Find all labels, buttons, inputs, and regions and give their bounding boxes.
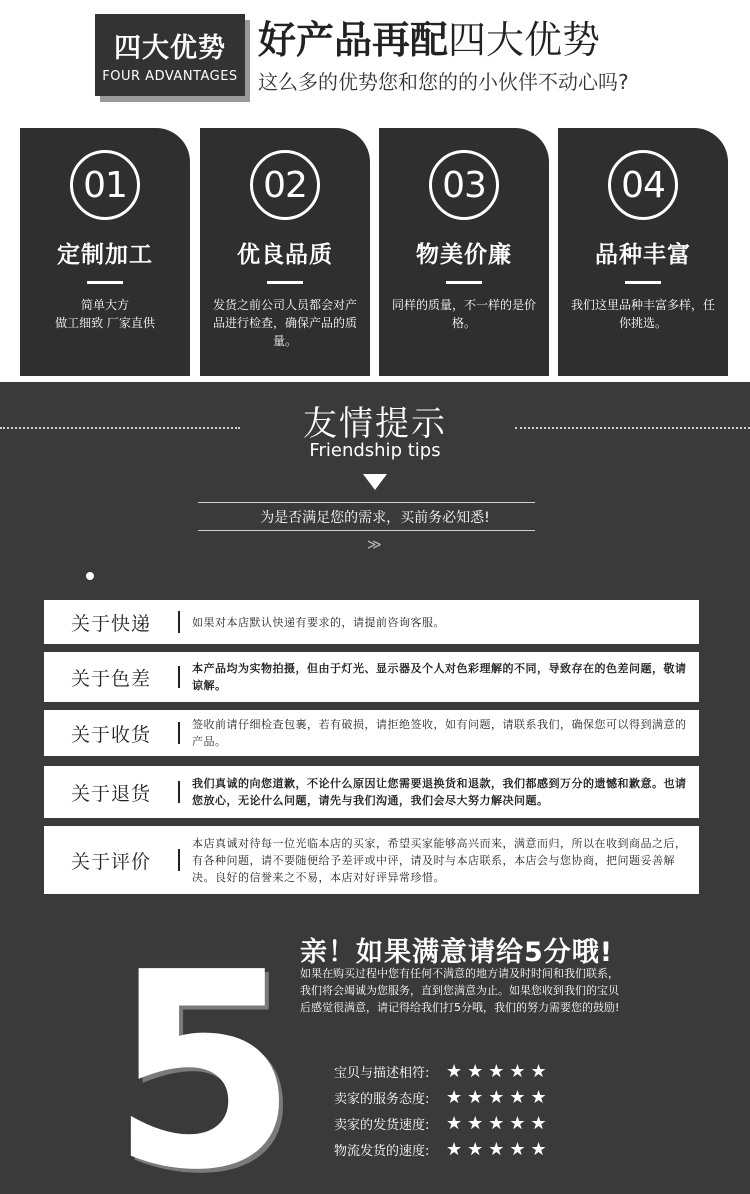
notice-text: 为是否满足您的需求，买前务必知悉! xyxy=(260,510,490,526)
rating-row-shipping-speed xyxy=(334,1110,594,1136)
rating-label: 物流发货的速度: xyxy=(334,1143,430,1159)
double-chevron-down-icon: ≫ xyxy=(367,537,382,553)
advantage-card-1 xyxy=(20,128,190,376)
advantages-badge xyxy=(95,14,245,96)
advantage-desc: 发货之前公司人员都会对产品进行检查，确保产品的质量。 xyxy=(212,298,357,348)
divider xyxy=(267,281,303,284)
note-row-return xyxy=(44,766,699,818)
star-rating-icon: ★★★★★ xyxy=(446,1060,552,1082)
advantage-number: 01 xyxy=(70,150,140,220)
triangle-down-icon xyxy=(363,474,387,490)
rating-row-service xyxy=(334,1084,594,1110)
note-text: 签收前请仔细检查包裹，若有破损，请拒绝签收，如有问题，请联系我们，确保您可以得到满意的产品。 xyxy=(192,718,687,748)
advantage-title: 物美价廉 xyxy=(416,242,512,268)
note-row-receiving xyxy=(44,710,699,756)
notice-rule-top xyxy=(198,502,535,503)
advantage-number: 04 xyxy=(608,150,678,220)
advantage-number: 02 xyxy=(250,150,320,220)
big-five-graphic: 5 xyxy=(110,914,298,1194)
headline-bold: 好产品再配 xyxy=(258,18,449,62)
rating-row-logistics xyxy=(334,1136,594,1162)
rating-label: 卖家的服务态度: xyxy=(334,1091,430,1107)
star-rating-icon: ★★★★★ xyxy=(446,1086,552,1108)
note-label: 关于评价 xyxy=(70,850,151,873)
advantage-desc: 同样的质量，不一样的是价格。 xyxy=(391,298,536,330)
advantage-card-3 xyxy=(379,128,549,376)
note-row-shipping xyxy=(44,600,699,644)
note-label: 关于退货 xyxy=(70,782,151,805)
tips-title-cn: 友情提示 xyxy=(303,404,447,444)
divider xyxy=(625,281,661,284)
note-label: 关于快递 xyxy=(70,612,151,635)
note-label: 关于色差 xyxy=(70,667,151,690)
headline-light: 四大优势 xyxy=(448,18,601,62)
tips-section xyxy=(0,382,750,1194)
divider xyxy=(87,281,123,284)
rating-body: 如果在购买过程中您有任何不满意的地方请及时时间和我们联系，我们将会竭诚为您服务，直到您满意为止。如果您收到我们的宝贝后感觉很满意，请记得给我们打5分哦，我们的努力需要您的鼓励! xyxy=(300,967,620,1014)
advantage-card-2 xyxy=(200,128,370,376)
advantage-desc: 简单大方 做工细致 厂家直供 xyxy=(55,298,155,330)
star-rating-icon: ★★★★★ xyxy=(446,1138,552,1160)
advantage-title: 定制加工 xyxy=(57,242,153,268)
note-text: 本店真诚对待每一位光临本店的买家，希望买家能够高兴而来，满意而归，所以在收到商品之后，有各种问题，请不要随便给予差评或中评，请及时与本店联系，本店会与您协商，把问题妥善解决。良好的信誉来之不易，本店对好评异常珍惜。 xyxy=(192,836,687,884)
tips-title-en: Friendship tips xyxy=(309,440,441,461)
note-text: 如果对本店默认快递有要求的，请提前咨询客服。 xyxy=(192,615,445,629)
headline-subline: 这么多的优势您和您的的小伙伴不动心吗? xyxy=(258,70,629,94)
rating-row-description xyxy=(334,1058,594,1084)
notice-rule-bottom xyxy=(198,530,535,531)
advantage-title: 优良品质 xyxy=(237,242,333,268)
rating-label: 卖家的发货速度: xyxy=(334,1117,430,1133)
note-text: 我们真诚的向您道歉，不论什么原因让您需要退换货和退款，我们都感到万分的遗憾和歉意。也请您放心，无论什么问题，请先与我们沟通，我们会尽大努力解决问题。 xyxy=(192,777,687,807)
note-row-review xyxy=(44,826,699,894)
advantages-section xyxy=(0,0,750,382)
headline xyxy=(258,18,600,62)
note-row-color xyxy=(44,652,699,702)
star-rating-icon: ★★★★★ xyxy=(446,1112,552,1134)
rating-cta: 亲！如果满意请给5分哦! xyxy=(300,937,614,968)
bullet-dot xyxy=(86,572,94,580)
rating-label: 宝贝与描述相符: xyxy=(334,1065,430,1081)
note-text: 本产品均为实物拍摄，但由于灯光、显示器及个人对色彩理解的不同，导致存在的色差问题，敬请谅解。 xyxy=(192,662,687,692)
divider xyxy=(446,281,482,284)
advantage-desc: 我们这里品种丰富多样，任你挑选。 xyxy=(570,298,715,330)
note-label: 关于收货 xyxy=(70,723,151,746)
badge-title-en: FOUR ADVANTAGES xyxy=(102,69,238,84)
advantage-number: 03 xyxy=(429,150,499,220)
advantage-title: 品种丰富 xyxy=(595,242,691,268)
advantage-card-4 xyxy=(558,128,728,376)
badge-title-cn: 四大优势 xyxy=(114,33,226,64)
